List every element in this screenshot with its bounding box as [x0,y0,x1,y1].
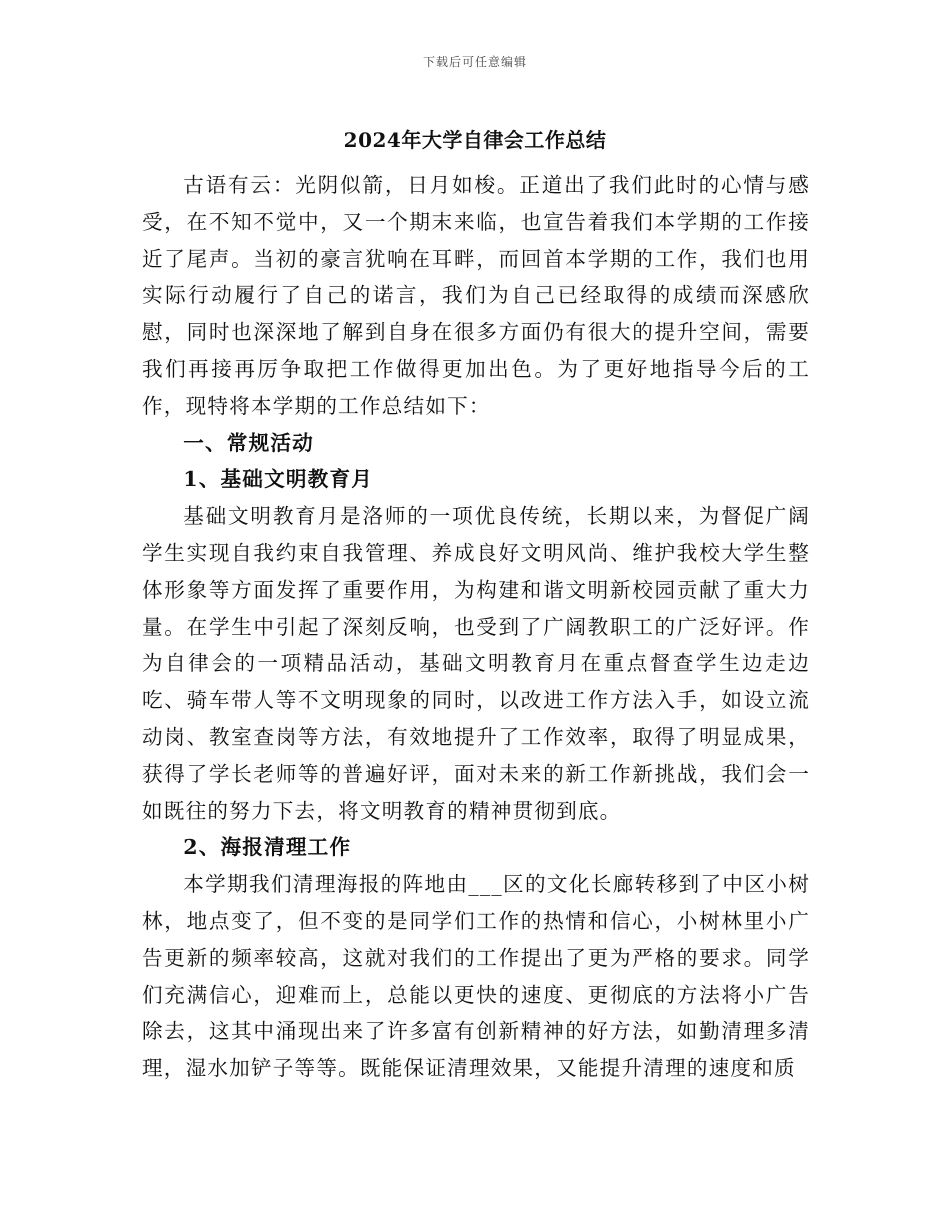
page-header: 下载后可任意编辑 [422,55,527,69]
civility-month-paragraph: 基础文明教育月是洛师的一项优良传统，长期以来，为督促广阔学生实现自我约束自我管理、养成良好文明风尚、维护我校大学生整体形象等方面发挥了重要作用，为构建和谐文明新校园贡献了重大力量。在学生中引起了深刻反响，也受到了广阔教职工的广泛好评。作为自律会的一项精品活动，基础文明教育月在重点督查学生边走边吃、骑车带人等不文明现象的同时，以改进工作方法入手，如设立流动岗、教室查岗等方法，有效地提升了工作效率，取得了明显成果，获得了学长老师等的普遍好评，面对未来的新工作新挑战，我们会一如既往的努力下去，将文明教育的精神贯彻到底。 [142,504,810,823]
section-heading-routine-activities: 一、常规活动 [183,430,314,455]
subsection-heading-poster-cleanup: 2、海报清理工作 [183,835,352,860]
subsection-heading-civility-month: 1、基础文明教育月 [183,467,374,492]
document-body [142,167,810,1087]
poster-cleanup-paragraph: 本学期我们清理海报的阵地由___区的文化长廊转移到了中区小树林，地点变了，但不变的是同学们工作的热情和信心，小树林里小广告更新的频率较高，这就对我们的工作提出了更为严格的要求。同学们充满信心，迎难而上，总能以更快的速度、更彻底的方法将小广告除去，这其中涌现出来了许多富有创新精神的好方法，如勤清理多清理，湿水加铲子等等。既能保证清理效果，又能提升清理的速度和质 [142,872,810,1081]
intro-paragraph: 古语有云：光阴似箭，日月如梭。正道出了我们此时的心情与感受，在不知不觉中，又一个期末来临，也宣告着我们本学期的工作接近了尾声。当初的豪言犹响在耳畔，而回首本学期的工作，我们也用实际行动履行了自己的诺言，我们为自己已经取得的成绩而深感欣慰，同时也深深地了解到自身在很多方面仍有很大的提升空间，需要我们再接再厉争取把工作做得更加出色。为了更好地指导今后的工作，现特将本学期的工作总结如下： [142,173,810,418]
document-title: 2024年大学自律会工作总结 [343,128,607,152]
